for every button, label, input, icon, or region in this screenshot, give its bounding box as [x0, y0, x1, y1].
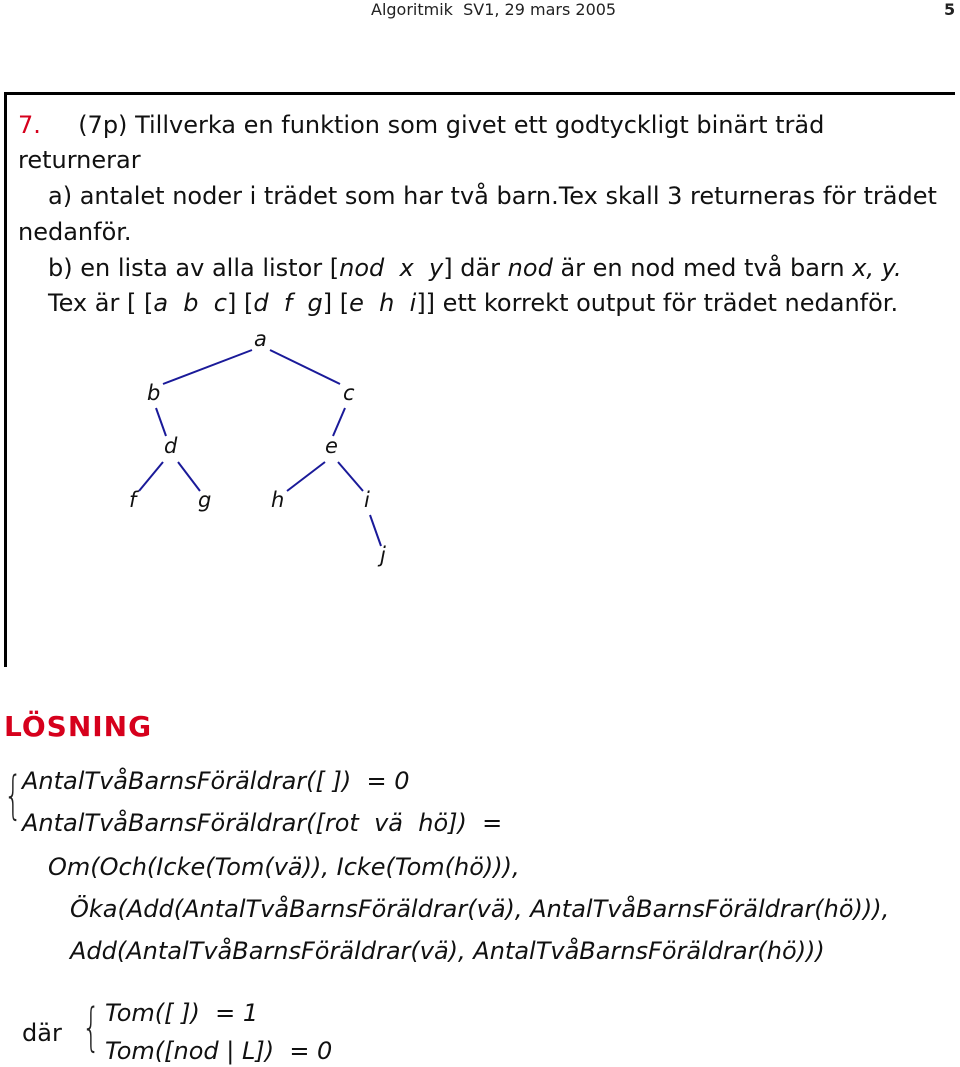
- tree-node-c: c: [343, 381, 355, 405]
- tex-list-2: d f g: [253, 289, 323, 317]
- tree-node-h: h: [271, 488, 285, 512]
- problem-line-2: returnerar: [18, 146, 141, 174]
- tex-list-1: a b c: [153, 289, 227, 317]
- part-b-y: y: [429, 254, 444, 282]
- edge-d-f: [139, 462, 163, 491]
- tree-node-g: g: [198, 488, 212, 512]
- definition-brace: {: [4, 766, 23, 826]
- part-b-xy: x, y.: [852, 254, 902, 282]
- part-a-line-2: nedanför.: [18, 218, 132, 246]
- part-b-mid: ] där: [443, 254, 501, 282]
- tree-node-e: e: [325, 434, 338, 458]
- tex-suffix: ett korrekt output för trädet nedanför.: [442, 289, 899, 317]
- tom-brace: {: [82, 998, 101, 1058]
- tom-line-2: Tom([nod | L]) = 0: [105, 1037, 333, 1065]
- solution-title: LÖSNING: [4, 710, 153, 743]
- tree-node-b: b: [147, 381, 161, 405]
- solution-body-1: Om(Och(Icke(Tom(vä)), Icke(Tom(hö))),: [48, 853, 520, 881]
- tex-list-3: e h i: [349, 289, 417, 317]
- tree-node-d: d: [164, 434, 178, 458]
- part-b-nod2: nod: [507, 254, 553, 282]
- tex-prefix: Tex är [ [: [48, 289, 154, 317]
- problem-number: 7.: [18, 111, 41, 139]
- solution-body-3: Add(AntalTvåBarnsFöräldrar(vä), AntalTvåBarnsFöräldrar(hö))): [70, 937, 825, 965]
- header-title: Algoritmik SV1, 29 mars 2005: [371, 0, 617, 19]
- tree-node-f: f: [129, 488, 137, 512]
- page-number: 5: [944, 0, 956, 19]
- edge-a-b: [163, 350, 252, 384]
- where-label: där: [22, 1019, 62, 1047]
- tex-line: Tex är [ [a b c] [d f g] [e h i]] ett korrekt output för trädet nedanför.: [48, 289, 899, 317]
- part-b-prefix: b) en lista av alla listor [: [48, 254, 340, 282]
- edge-d-g: [178, 462, 200, 491]
- edge-c-e: [333, 408, 345, 436]
- edge-e-h: [287, 462, 325, 491]
- tree-node-a: a: [254, 327, 267, 351]
- tom-line-1: Tom([ ]) = 1: [105, 999, 259, 1027]
- definition-line-2: AntalTvåBarnsFöräldrar([rot vä hö]) =: [22, 809, 503, 837]
- part-a-line-1: a) antalet noder i trädet som har två barn.Tex skall 3 returneras för trädet: [48, 182, 937, 210]
- tree-node-i: i: [364, 488, 370, 512]
- edge-e-i: [338, 462, 363, 491]
- definition-line-1: AntalTvåBarnsFöräldrar([ ]) = 0: [22, 767, 410, 795]
- problem-intro: Tillverka en funktion som givet ett godtyckligt binärt träd: [135, 111, 825, 139]
- solution-body-2: Öka(Add(AntalTvåBarnsFöräldrar(vä), AntalTvåBarnsFöräldrar(hö))),: [70, 895, 890, 923]
- problem-points: (7p): [78, 111, 128, 139]
- tree-node-j: j: [380, 543, 386, 567]
- edge-i-j: [370, 515, 381, 546]
- part-b-nod: nod: [339, 254, 385, 282]
- part-b-rest: är en nod med två barn: [560, 254, 845, 282]
- part-b-x: x: [399, 254, 414, 282]
- edge-a-c: [270, 350, 340, 384]
- edge-b-d: [156, 408, 166, 436]
